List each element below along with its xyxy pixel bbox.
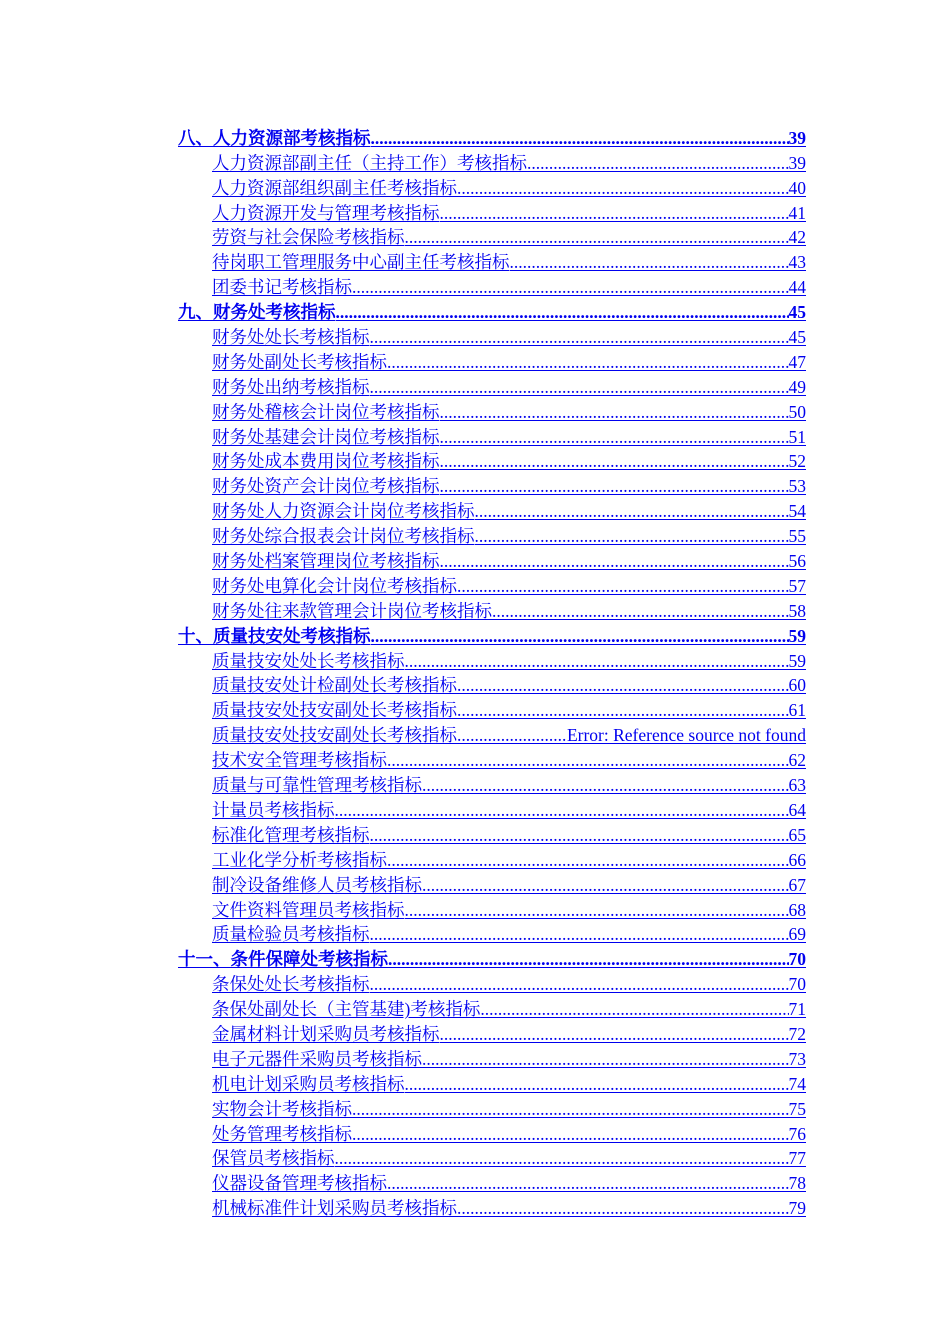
toc-leader-dots [475,525,789,547]
toc-entry-title: 仪器设备管理考核指标 [212,1173,387,1194]
toc-page-number: 39 [788,152,806,173]
toc-leader-dots [370,824,789,846]
toc-entry-link[interactable] [178,547,806,572]
toc-entry-title: 处务管理考核指标 [212,1123,352,1144]
toc-leader-dots [440,550,789,572]
toc-entry-title: 标准化管理考核指标 [212,824,370,845]
toc-entry-title: 技术安全管理考核指标 [212,750,387,771]
toc-entry-title: 财务处往来款管理会计岗位考核指标 [212,600,492,621]
toc-entry-title: 制冷设备维修人员考核指标 [212,874,422,895]
toc-entry-link[interactable] [178,448,806,473]
toc-page-number: 58 [788,600,806,621]
toc-entry-link[interactable] [178,174,806,199]
toc-entry-title: 人力资源开发与管理考核指标 [212,202,440,223]
toc-entry-link[interactable] [178,497,806,522]
toc-page-number: 45 [788,302,806,323]
toc-entry-title: 八、人力资源部考核指标 [178,127,371,148]
toc-page-number: 47 [788,351,806,372]
toc-leader-dots [457,724,567,746]
toc-page-number: 49 [788,376,806,397]
toc-entry-title: 财务处人力资源会计岗位考核指标 [212,501,475,522]
toc-page-number: 78 [788,1173,806,1194]
toc-entry-link[interactable] [178,721,806,746]
toc-entry-link[interactable] [178,846,806,871]
toc-entry-link[interactable] [178,871,806,896]
toc-entry-title: 财务处副处长考核指标 [212,351,387,372]
toc-leader-dots [440,401,789,423]
toc-leader-dots [370,923,789,945]
toc-entry-link[interactable] [178,348,806,373]
toc-entry-link[interactable] [178,1070,806,1095]
toc-entry-link[interactable] [178,572,806,597]
toc-entry-title: 九、财务处考核指标 [178,302,336,323]
toc-entry-link[interactable] [178,472,806,497]
toc-entry-title: 财务处资产会计岗位考核指标 [212,476,440,497]
toc-page-number: 52 [788,451,806,472]
toc-section-link[interactable] [178,622,806,647]
toc-entry-title: 质量技安处处长考核指标 [212,650,405,671]
toc-leader-dots [370,376,789,398]
toc-page-number: 41 [788,202,806,223]
toc-entry-link[interactable] [178,771,806,796]
toc-leader-dots [480,998,788,1020]
toc-entry-title: 质量检验员考核指标 [212,924,370,945]
toc-page-number: 55 [788,526,806,547]
toc-page-number: 62 [788,750,806,771]
toc-leader-dots [405,650,789,672]
toc-leader-dots [370,973,789,995]
toc-entry-title: 财务处处长考核指标 [212,327,370,348]
toc-page-number: 70 [788,974,806,995]
toc-entry-link[interactable] [178,323,806,348]
toc-leader-dots [457,177,789,199]
toc-entry-title: 财务处档案管理岗位考核指标 [212,551,440,572]
toc-page-number: 50 [788,401,806,422]
toc-entry-title: 待岗职工管理服务中心副主任考核指标 [212,252,510,273]
toc-leader-dots [457,1197,789,1219]
toc-leader-dots [371,625,789,647]
toc-page-number: 74 [788,1073,806,1094]
toc-entry-title: 质量与可靠性管理考核指标 [212,775,422,796]
toc-entry-title: 财务处综合报表会计岗位考核指标 [212,526,475,547]
toc-entry-link[interactable] [178,149,806,174]
toc-leader-dots [405,1073,789,1095]
toc-page-number: 70 [788,949,806,970]
toc-page-number: 61 [788,700,806,721]
toc-leader-dots [422,1048,789,1070]
toc-entry-title: 条保处副处长（主管基建)考核指标 [212,999,481,1020]
toc-entry-link[interactable] [178,423,806,448]
toc-leader-dots [440,202,789,224]
toc-entry-link[interactable] [178,248,806,273]
toc-page-number: 54 [788,501,806,522]
toc-entry-title: 质量技安处计检副处长考核指标 [212,675,457,696]
toc-page-number: Error: Reference source not found [566,725,806,746]
toc-page-number: 45 [788,327,806,348]
toc-leader-dots [527,152,789,174]
toc-leader-dots [422,774,789,796]
toc-entry-link[interactable] [178,896,806,921]
toc-leader-dots [370,326,789,348]
toc-entry-title: 劳资与社会保险考核指标 [212,227,405,248]
toc-page-number: 64 [788,799,806,820]
toc-entry-link[interactable] [178,398,806,423]
toc-leader-dots [371,127,789,149]
toc-entry-title: 质量技安处技安副处长考核指标 [212,700,457,721]
toc-page-number: 53 [788,476,806,497]
toc-page-number: 65 [788,824,806,845]
toc-leader-dots [405,226,789,248]
toc-leader-dots [457,699,789,721]
toc-page-number: 66 [788,849,806,870]
toc-entry-link[interactable] [178,597,806,622]
toc-page-number: 60 [788,675,806,696]
toc-entry-link[interactable] [178,1120,806,1145]
toc-page-number: 56 [788,551,806,572]
toc-entry-title: 金属材料计划采购员考核指标 [212,1023,440,1044]
toc-entry-link[interactable] [178,1194,806,1219]
toc-page-number: 40 [788,177,806,198]
toc-leader-dots [457,674,789,696]
toc-leader-dots [440,450,789,472]
toc-leader-dots [405,899,789,921]
toc-entry-title: 计量员考核指标 [212,799,335,820]
toc-leader-dots [510,251,789,273]
toc-entry-link[interactable] [178,696,806,721]
toc-leader-dots [440,475,789,497]
toc-page-number: 59 [788,625,806,646]
toc-entry-link[interactable] [178,1095,806,1120]
toc-leader-dots [492,600,789,622]
toc-entry-title: 机电计划采购员考核指标 [212,1073,405,1094]
toc-entry-title: 人力资源部组织副主任考核指标 [212,177,457,198]
toc-entry-title: 机械标准件计划采购员考核指标 [212,1198,457,1219]
toc-page-number: 68 [788,899,806,920]
toc-entry-title: 十一、条件保障处考核指标 [178,949,388,970]
toc-section-link[interactable] [178,298,806,323]
toc-entry-link[interactable] [178,199,806,224]
toc-page-number: 57 [788,575,806,596]
toc-section-link[interactable] [178,945,806,970]
toc-page-number: 72 [788,1023,806,1044]
toc-entry-title: 电子元器件采购员考核指标 [212,1048,422,1069]
table-of-contents [178,124,806,1219]
toc-page-number: 73 [788,1048,806,1069]
toc-entry-link[interactable] [178,746,806,771]
toc-page-number: 77 [788,1148,806,1169]
toc-page-number: 75 [788,1098,806,1119]
toc-entry-link[interactable] [178,1045,806,1070]
toc-page-number: 63 [788,775,806,796]
toc-page-number: 39 [788,127,806,148]
toc-leader-dots [352,1098,789,1120]
toc-entry-link[interactable] [178,1169,806,1194]
toc-leader-dots [387,749,789,771]
toc-entry-link[interactable] [178,647,806,672]
toc-entry-title: 财务处基建会计岗位考核指标 [212,426,440,447]
toc-entry-title: 质量技安处技安副处长考核指标 [212,725,457,746]
toc-entry-link[interactable] [178,995,806,1020]
toc-entry-title: 财务处出纳考核指标 [212,376,370,397]
toc-entry-title: 保管员考核指标 [212,1148,335,1169]
toc-entry-title: 财务处电算化会计岗位考核指标 [212,575,457,596]
toc-leader-dots [440,426,789,448]
toc-entry-link[interactable] [178,224,806,249]
toc-page-number: 69 [788,924,806,945]
toc-entry-link[interactable] [178,1145,806,1170]
toc-entry-link[interactable] [178,1020,806,1045]
toc-entry-title: 十、质量技安处考核指标 [178,625,371,646]
toc-entry-link[interactable] [178,522,806,547]
toc-entry-title: 工业化学分析考核指标 [212,849,387,870]
toc-page-number: 76 [788,1123,806,1144]
toc-entry-title: 实物会计考核指标 [212,1098,352,1119]
toc-leader-dots [387,1172,789,1194]
toc-entry-link[interactable] [178,273,806,298]
toc-page-number: 51 [788,426,806,447]
toc-page-number: 71 [788,999,806,1020]
toc-section-link[interactable] [178,124,806,149]
toc-page-number: 42 [788,227,806,248]
toc-page-number: 67 [788,874,806,895]
toc-leader-dots [352,1123,789,1145]
toc-entry-title: 人力资源部副主任（主持工作）考核指标 [212,152,527,173]
toc-entry-title: 团委书记考核指标 [212,277,352,298]
toc-leader-dots [387,351,789,373]
toc-leader-dots [457,575,789,597]
toc-leader-dots [336,301,789,323]
toc-leader-dots [387,849,789,871]
toc-entry-title: 条保处处长考核指标 [212,974,370,995]
toc-entry-title: 财务处稽核会计岗位考核指标 [212,401,440,422]
toc-leader-dots [440,1023,789,1045]
toc-leader-dots [335,799,789,821]
toc-page-number: 79 [788,1198,806,1219]
toc-leader-dots [352,276,789,298]
toc-entry-link[interactable] [178,821,806,846]
toc-page-number: 44 [788,277,806,298]
toc-entry-title: 文件资料管理员考核指标 [212,899,405,920]
toc-entry-link[interactable] [178,373,806,398]
toc-leader-dots [475,500,789,522]
toc-entry-link[interactable] [178,796,806,821]
toc-entry-link[interactable] [178,672,806,697]
toc-leader-dots [335,1147,789,1169]
toc-leader-dots [422,874,789,896]
toc-page-number: 43 [788,252,806,273]
toc-page-number: 59 [788,650,806,671]
toc-leader-dots [388,948,789,970]
toc-entry-title: 财务处成本费用岗位考核指标 [212,451,440,472]
toc-entry-link[interactable] [178,921,806,946]
toc-entry-link[interactable] [178,970,806,995]
